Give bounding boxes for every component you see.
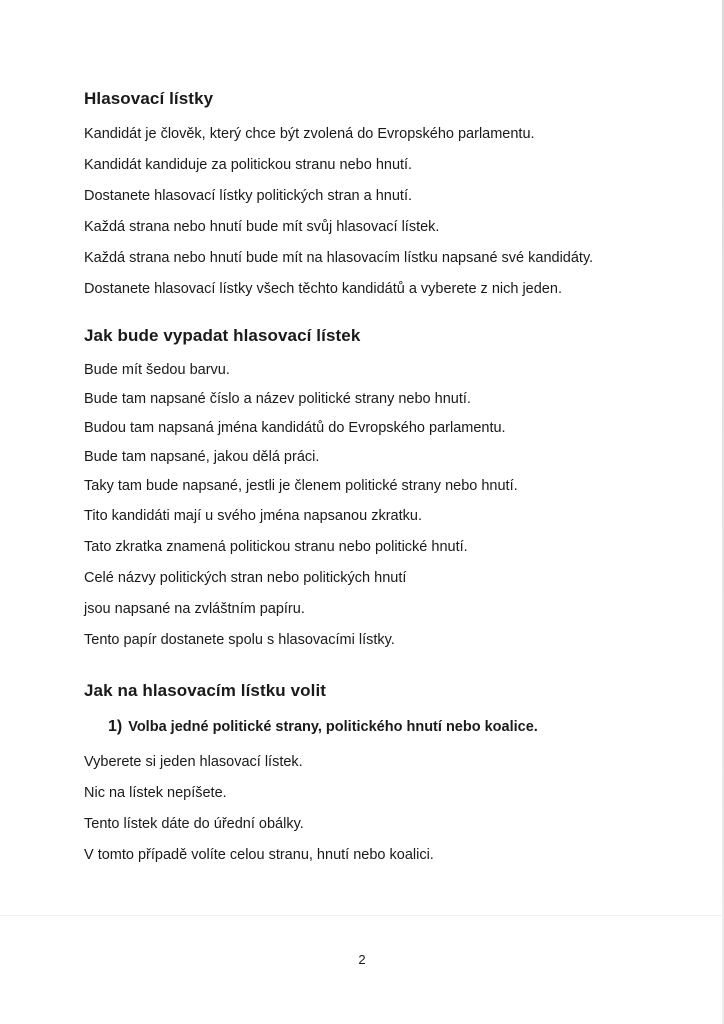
subheading-number: 1) [108,718,123,735]
paragraph-line: Bude tam napsané číslo a název politické strany nebo hnutí. [84,391,471,407]
paragraph-line: V tomto případě volíte celou stranu, hnutí nebo koalici. [84,847,434,863]
section-heading: Hlasovací lístky [84,89,214,108]
paragraph-line: Bude tam napsané, jakou dělá práci. [84,449,320,465]
subheading [108,711,684,743]
paragraph-line: Nic na lístek nepíšete. [84,785,227,801]
page-content [84,87,684,871]
paragraph-line: Tento lístek dáte do úřední obálky. [84,816,304,832]
page-number: 2 [358,952,366,967]
paragraph-line: Bude mít šedou barvu. [84,362,230,378]
paragraph-line: Kandidát kandiduje za politickou stranu nebo hnutí. [84,157,413,173]
paragraph-line: Vyberete si jeden hlasovací lístek. [84,754,303,770]
section-ballot-appearance [84,324,684,656]
section-how-to-vote [84,679,684,871]
paragraph-line: Kandidát je člověk, který chce být zvolená do Evropského parlamentu. [84,126,535,142]
section-heading: Jak na hlasovacím lístku volit [84,681,327,700]
subheading-text: Volba jedné politické strany, politického hnutí nebo koalice. [128,719,538,735]
paragraph-line: Dostanete hlasovací lístky všech těchto kandidátů a vyberete z nich jeden. [84,281,562,297]
paragraph-line: Tito kandidáti mají u svého jména napsanou zkratku. [84,508,422,524]
paragraph-line: Taky tam bude napsané, jestli je členem politické strany nebo hnutí. [84,478,518,494]
section-ballots [84,87,684,305]
paragraph-line: Každá strana nebo hnutí bude mít na hlasovacím lístku napsané své kandidáty. [84,250,594,266]
paragraph-line: Budou tam napsaná jména kandidátů do Evropského parlamentu. [84,420,506,436]
footer-divider [0,915,724,916]
section-heading: Jak bude vypadat hlasovací lístek [84,326,361,345]
paragraph-line: Celé názvy politických stran nebo politických hnutí [84,570,407,586]
paragraph-line: Tato zkratka znamená politickou stranu nebo politické hnutí. [84,539,468,555]
paragraph-line: Každá strana nebo hnutí bude mít svůj hlasovací lístek. [84,219,440,235]
paragraph-line: Dostanete hlasovací lístky politických stran a hnutí. [84,188,413,204]
paragraph-line: Tento papír dostanete spolu s hlasovacími lístky. [84,632,395,648]
paragraph-line: jsou napsané na zvláštním papíru. [84,601,305,617]
